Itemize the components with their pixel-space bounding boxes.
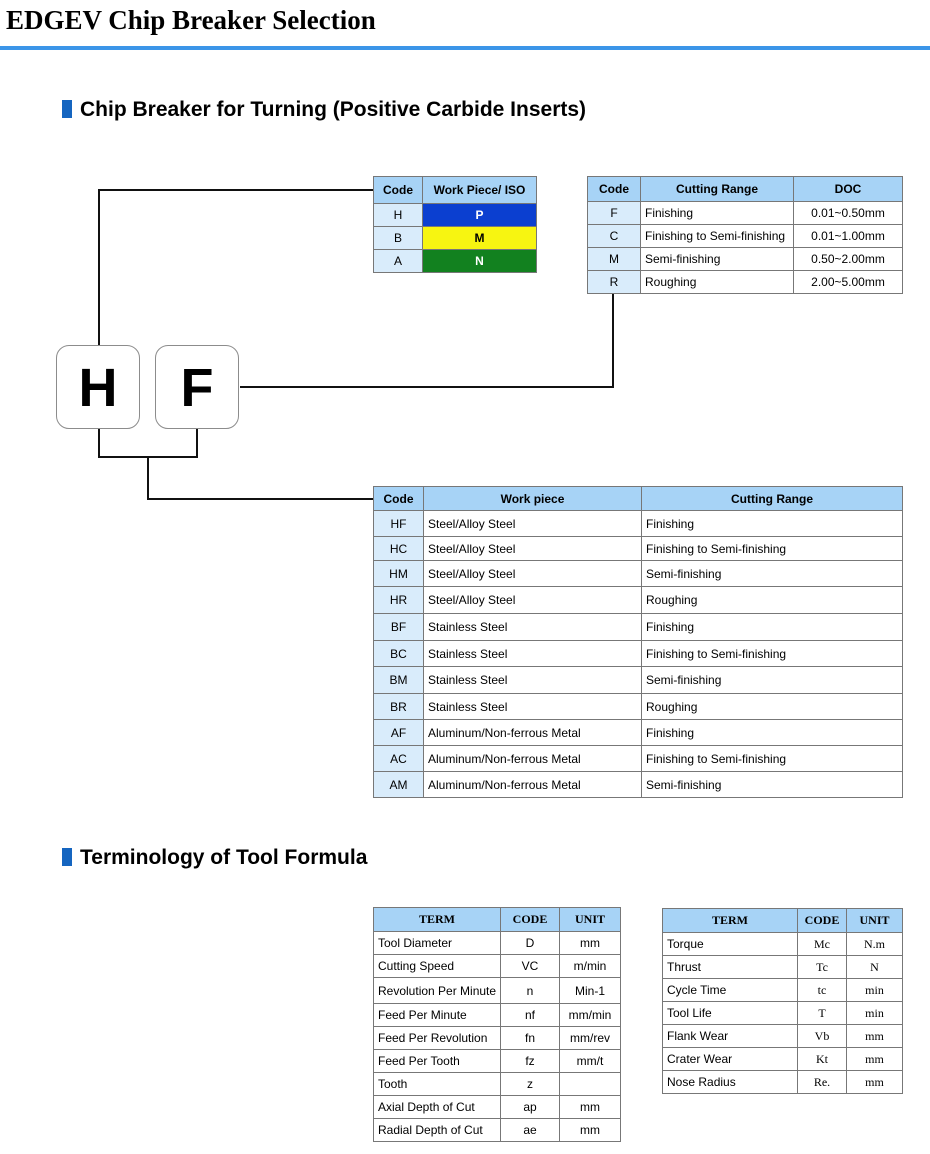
range-cell: Finishing [642, 511, 903, 537]
work-piece-cell: Stainless Steel [424, 641, 642, 667]
iso-cell: M [423, 227, 537, 250]
doc-cell: 0.50~2.00mm [794, 248, 903, 271]
column-header: CODE [798, 909, 847, 933]
section-heading-turning [62, 97, 586, 123]
terminology-table-right [662, 908, 903, 1094]
code-cell: VC [501, 955, 560, 978]
table-header-row [374, 177, 537, 204]
table-row [374, 955, 621, 978]
code-cell: ae [501, 1119, 560, 1142]
iso-cell: P [423, 204, 537, 227]
connector-line [98, 429, 100, 458]
unit-cell: mm [560, 1119, 621, 1142]
table-row [663, 1025, 903, 1048]
code-cell: z [501, 1073, 560, 1096]
range-cell: Roughing [642, 587, 903, 614]
term-cell: Crater Wear [663, 1048, 798, 1071]
table-header-row [374, 487, 903, 511]
range-cell: Finishing [642, 720, 903, 746]
range-cell: Semi-finishing [642, 772, 903, 798]
connector-line [147, 498, 374, 500]
table-row [663, 979, 903, 1002]
table-row [663, 1071, 903, 1094]
table-row [374, 587, 903, 614]
connector-line [147, 456, 149, 500]
column-header: UNIT [560, 908, 621, 932]
table-row [663, 1048, 903, 1071]
term-cell: Thrust [663, 956, 798, 979]
range-cell: Roughing [641, 271, 794, 294]
table-row [374, 511, 903, 537]
code-cell: F [588, 202, 641, 225]
term-cell: Tooth [374, 1073, 501, 1096]
table-row [374, 227, 537, 250]
chip-breaker-table [373, 486, 903, 798]
table-row [374, 1050, 621, 1073]
range-cell: Finishing to Semi-finishing [642, 537, 903, 561]
range-cell: Finishing to Semi-finishing [642, 641, 903, 667]
unit-cell: N.m [847, 933, 903, 956]
table-row [588, 225, 903, 248]
work-piece-cell: Stainless Steel [424, 667, 642, 694]
table-row [374, 1096, 621, 1119]
range-cell: Finishing [642, 614, 903, 641]
table-row [663, 956, 903, 979]
table-row [374, 1004, 621, 1027]
work-piece-cell: Stainless Steel [424, 694, 642, 720]
code-cell: ap [501, 1096, 560, 1119]
column-header: Cutting Range [642, 487, 903, 511]
term-cell: Cycle Time [663, 979, 798, 1002]
unit-cell: min [847, 1002, 903, 1025]
unit-cell [560, 1073, 621, 1096]
term-cell: Feed Per Tooth [374, 1050, 501, 1073]
table-row [374, 932, 621, 955]
column-header: Cutting Range [641, 177, 794, 202]
table-row [374, 720, 903, 746]
term-cell: Nose Radius [663, 1071, 798, 1094]
code-cell: BF [374, 614, 424, 641]
table-row [663, 933, 903, 956]
table-row [588, 202, 903, 225]
code-cell: T [798, 1002, 847, 1025]
code-cell: Kt [798, 1048, 847, 1071]
title-rule [0, 46, 930, 50]
unit-cell: mm/min [560, 1004, 621, 1027]
doc-cell: 0.01~0.50mm [794, 202, 903, 225]
work-piece-cell: Aluminum/Non-ferrous Metal [424, 772, 642, 798]
term-cell: Torque [663, 933, 798, 956]
code-cell: n [501, 978, 560, 1004]
column-header: Code [374, 177, 423, 204]
page-title: EDGEV Chip Breaker Selection [6, 5, 376, 35]
term-cell: Tool Diameter [374, 932, 501, 955]
term-cell: Feed Per Revolution [374, 1027, 501, 1050]
code-letter-second: F [155, 345, 239, 429]
code-cell: HF [374, 511, 424, 537]
table-row [374, 641, 903, 667]
code-letter-first: H [56, 345, 140, 429]
table-row [588, 248, 903, 271]
table-row [374, 772, 903, 798]
column-header: CODE [501, 908, 560, 932]
column-header: Work Piece/ ISO [423, 177, 537, 204]
work-piece-cell: Steel/Alloy Steel [424, 537, 642, 561]
table-row [374, 537, 903, 561]
work-piece-cell: Steel/Alloy Steel [424, 511, 642, 537]
term-cell: Flank Wear [663, 1025, 798, 1048]
code-cell: BC [374, 641, 424, 667]
connector-line [612, 292, 614, 388]
table-row [374, 978, 621, 1004]
range-cell: Semi-finishing [642, 667, 903, 694]
unit-cell: mm/rev [560, 1027, 621, 1050]
column-header: Code [588, 177, 641, 202]
doc-cell: 2.00~5.00mm [794, 271, 903, 294]
term-cell: Cutting Speed [374, 955, 501, 978]
iso-cell: N [423, 250, 537, 273]
range-cell: Roughing [642, 694, 903, 720]
range-cell: Finishing to Semi-finishing [642, 746, 903, 772]
code-cell: M [588, 248, 641, 271]
column-header: DOC [794, 177, 903, 202]
table-row [588, 271, 903, 294]
table-row [374, 250, 537, 273]
work-piece-cell: Steel/Alloy Steel [424, 587, 642, 614]
unit-cell: m/min [560, 955, 621, 978]
code-cell: HM [374, 561, 424, 587]
code-cell: B [374, 227, 423, 250]
doc-table [587, 176, 903, 294]
work-piece-cell: Steel/Alloy Steel [424, 561, 642, 587]
term-cell: Axial Depth of Cut [374, 1096, 501, 1119]
unit-cell: N [847, 956, 903, 979]
unit-cell: Min-1 [560, 978, 621, 1004]
table-row [374, 1027, 621, 1050]
column-header: Work piece [424, 487, 642, 511]
code-cell: HC [374, 537, 424, 561]
table-header-row [374, 908, 621, 932]
range-cell: Semi-finishing [642, 561, 903, 587]
section-bar-icon [62, 100, 72, 118]
table-header-row [588, 177, 903, 202]
code-cell: H [374, 204, 423, 227]
table-row [374, 561, 903, 587]
unit-cell: min [847, 979, 903, 1002]
code-cell: AC [374, 746, 424, 772]
range-cell: Semi-finishing [641, 248, 794, 271]
code-cell: Vb [798, 1025, 847, 1048]
section-bar-icon [62, 848, 72, 866]
section-heading-terminology [62, 845, 367, 871]
range-cell: Finishing to Semi-finishing [641, 225, 794, 248]
doc-cell: 0.01~1.00mm [794, 225, 903, 248]
unit-cell: mm/t [560, 1050, 621, 1073]
connector-line [196, 429, 198, 458]
term-cell: Revolution Per Minute [374, 978, 501, 1004]
code-cell: A [374, 250, 423, 273]
table-row [374, 204, 537, 227]
code-cell: tc [798, 979, 847, 1002]
code-cell: BM [374, 667, 424, 694]
column-header: Code [374, 487, 424, 511]
column-header: TERM [374, 908, 501, 932]
section-title-turning: Chip Breaker for Turning (Positive Carbide Inserts) [80, 98, 587, 121]
code-cell: D [501, 932, 560, 955]
work-piece-cell: Stainless Steel [424, 614, 642, 641]
work-piece-cell: Aluminum/Non-ferrous Metal [424, 746, 642, 772]
unit-cell: mm [847, 1048, 903, 1071]
code-cell: HR [374, 587, 424, 614]
connector-line [98, 189, 100, 345]
code-cell: R [588, 271, 641, 294]
unit-cell: mm [847, 1071, 903, 1094]
code-cell: Mc [798, 933, 847, 956]
code-cell: Tc [798, 956, 847, 979]
term-cell: Radial Depth of Cut [374, 1119, 501, 1142]
unit-cell: mm [560, 1096, 621, 1119]
code-cell: AF [374, 720, 424, 746]
unit-cell: mm [847, 1025, 903, 1048]
range-cell: Finishing [641, 202, 794, 225]
work-piece-cell: Aluminum/Non-ferrous Metal [424, 720, 642, 746]
table-row [663, 1002, 903, 1025]
table-row [374, 1119, 621, 1142]
code-cell: Re. [798, 1071, 847, 1094]
unit-cell: mm [560, 932, 621, 955]
connector-line [98, 189, 374, 191]
table-row [374, 614, 903, 641]
iso-table [373, 176, 537, 273]
code-cell: AM [374, 772, 424, 798]
code-cell: fn [501, 1027, 560, 1050]
column-header: UNIT [847, 909, 903, 933]
table-header-row [663, 909, 903, 933]
terminology-table-left [373, 907, 621, 1142]
code-cell: nf [501, 1004, 560, 1027]
table-row [374, 667, 903, 694]
table-row [374, 694, 903, 720]
column-header: TERM [663, 909, 798, 933]
code-cell: BR [374, 694, 424, 720]
code-cell: fz [501, 1050, 560, 1073]
table-row [374, 1073, 621, 1096]
section-title-terminology: Terminology of Tool Formula [80, 846, 368, 869]
term-cell: Feed Per Minute [374, 1004, 501, 1027]
code-cell: C [588, 225, 641, 248]
term-cell: Tool Life [663, 1002, 798, 1025]
connector-line [240, 386, 614, 388]
table-row [374, 746, 903, 772]
